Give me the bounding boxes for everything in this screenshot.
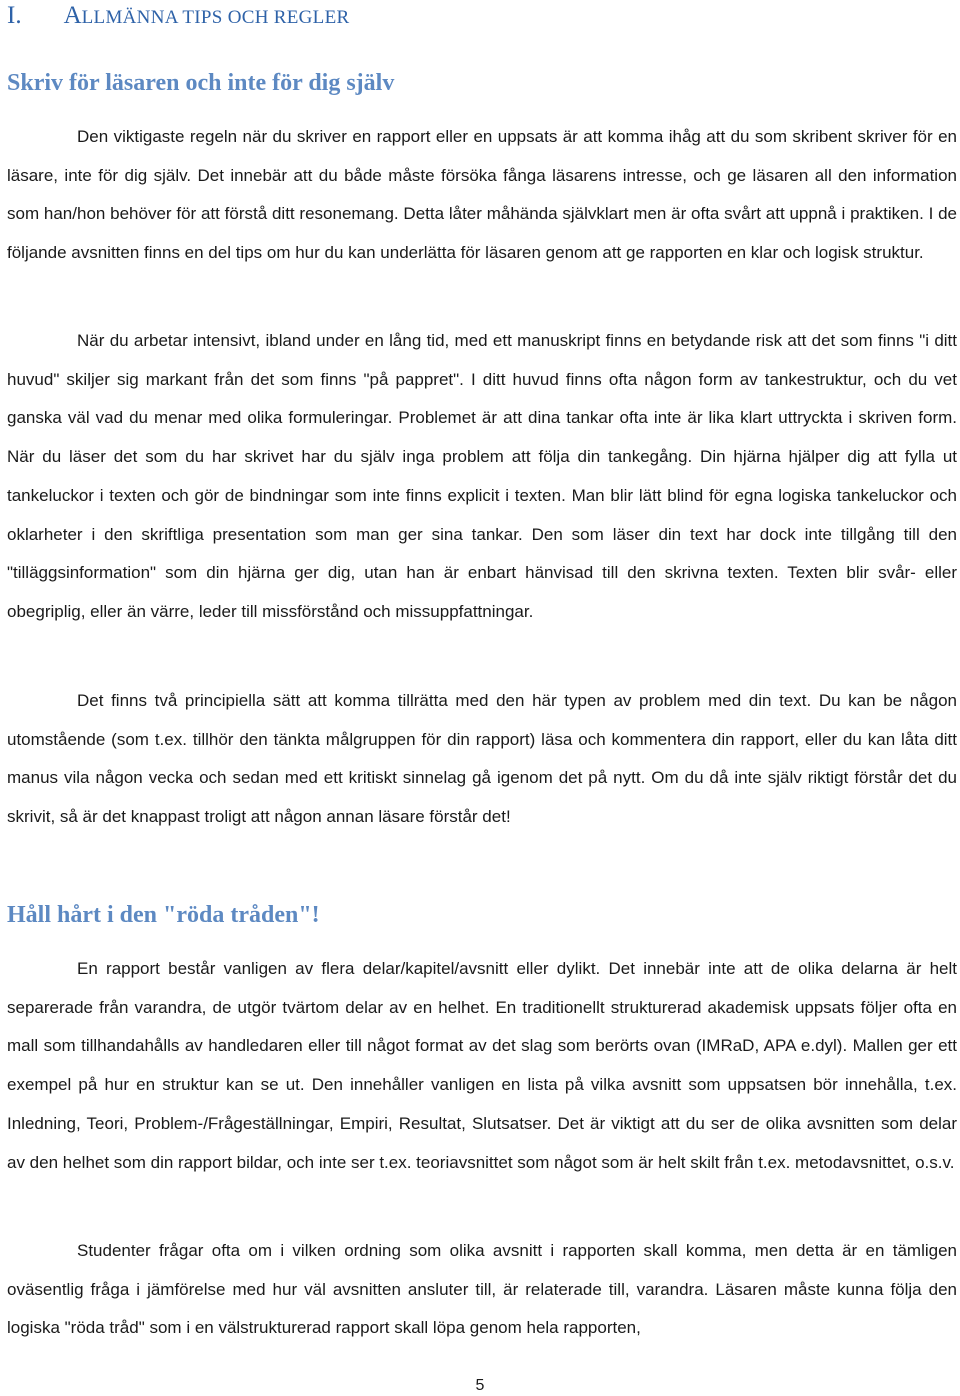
paragraph: Det finns två principiella sätt att komma tillrätta med den här typen av problem med din text. Du kan be någon utomstående (som t.ex. tillhör den tänkta målgruppen för din rapport) läsa och kommentera din rapport, eller du kan låta ditt manus vila någon vecka och sedan med ett kritiskt sinnelag gå igenom det på nytt. Om du då inte själv riktigt förstår det du skrivit, så är det knappast troligt att någon annan läsare förstår det! bbox=[7, 691, 957, 827]
paragraph: Studenter frågar ofta om i vilken ordning som olika avsnitt i rapporten skall komma, men detta är en tämligen oväsentlig fråga i jämförelse med hur väl avsnitten ansluter till, är relaterade till, varandra. Läsaren måste kunna följa den logiska "röda tråd" som i en välstrukturerad rapport skall löpa genom hela rapporten, bbox=[7, 1241, 957, 1338]
section-heading-write-for-reader: Skriv för läsaren och inte för dig själv bbox=[7, 70, 395, 96]
chapter-number: I. bbox=[7, 2, 22, 29]
page-number: 5 bbox=[475, 1377, 485, 1394]
chapter-title-initial: A bbox=[63, 2, 82, 29]
section-heading-red-thread: Håll hårt i den "röda tråden"! bbox=[7, 902, 320, 928]
paragraph: En rapport består vanligen av flera delar/kapitel/avsnitt eller dylikt. Det innebär inte att de olika delarna är helt separerade från varandra, de utgör tvärtom delar av en helhet. En traditionellt strukturerad akademisk uppsats följer ofta en mall som tillhandahålls av handledaren eller till något format av det slag som berörts ovan (IMRaD, APA e.dyl). Mallen ger ett exempel på hur en struktur kan se ut. Den innehåller vanligen en lista på vilka avsnitt som uppsatsen bör innehålla, t.ex. Inledning, Teori, Problem-/Frågeställningar, Empiri, Resultat, Slutsatser. Det är viktigt att du ser de olika avsnitten som delar av den helhet som din rapport bildar, och inte ser t.ex. teoriavsnittet som något som är helt skilt från t.ex. metodavsnittet, o.s.v. bbox=[7, 959, 957, 1172]
paragraph: När du arbetar intensivt, ibland under en lång tid, med ett manuskript finns en betydande risk att det som finns "i ditt huvud" skiljer sig markant från det som finns "på pappret". I ditt huvud finns ofta någon form av tankestruktur, och du vet ganska väl vad du menar med olika formuleringar. Problemet är att dina tankar ofta inte är lika klart uttryckta i skriven form. När du läser det som du har skrivet har du själv inga problem att följa din tankegång. Din hjärna hjälper dig att fylla ut tankeluckor i texten och gör de bindningar som inte finns explicit i texten. Man blir lätt blind för egna logiska tankeluckor och oklarheter i den skriftliga presentation som man ger sina tankar. Den som läser din text har dock inte tillgång till den "tilläggsinformation" som din hjärna ger dig, utan han är enbart hänvisad till den skrivna texten. Texten blir svår- eller obegriplig, eller än värre, leder till missförstånd och missuppfattningar. bbox=[7, 331, 957, 621]
chapter-title bbox=[7, 0, 349, 32]
chapter-title-rest: LLMÄNNA TIPS OCH REGLER bbox=[81, 7, 350, 28]
paragraph: Den viktigaste regeln när du skriver en rapport eller en uppsats är att komma ihåg att du som skribent skriver för en läsare, inte för dig själv. Det innebär att du både måste försöka fånga läsarens intresse, och ge läsaren all den information som han/hon behöver för att förstå ditt resonemang. Detta låter måhända självklart men är ofta svårt att uppnå i praktiken. I de följande avsnitten finns en del tips om hur du kan underlätta för läsaren genom att ge rapporten en klar och logisk struktur. bbox=[7, 127, 957, 263]
